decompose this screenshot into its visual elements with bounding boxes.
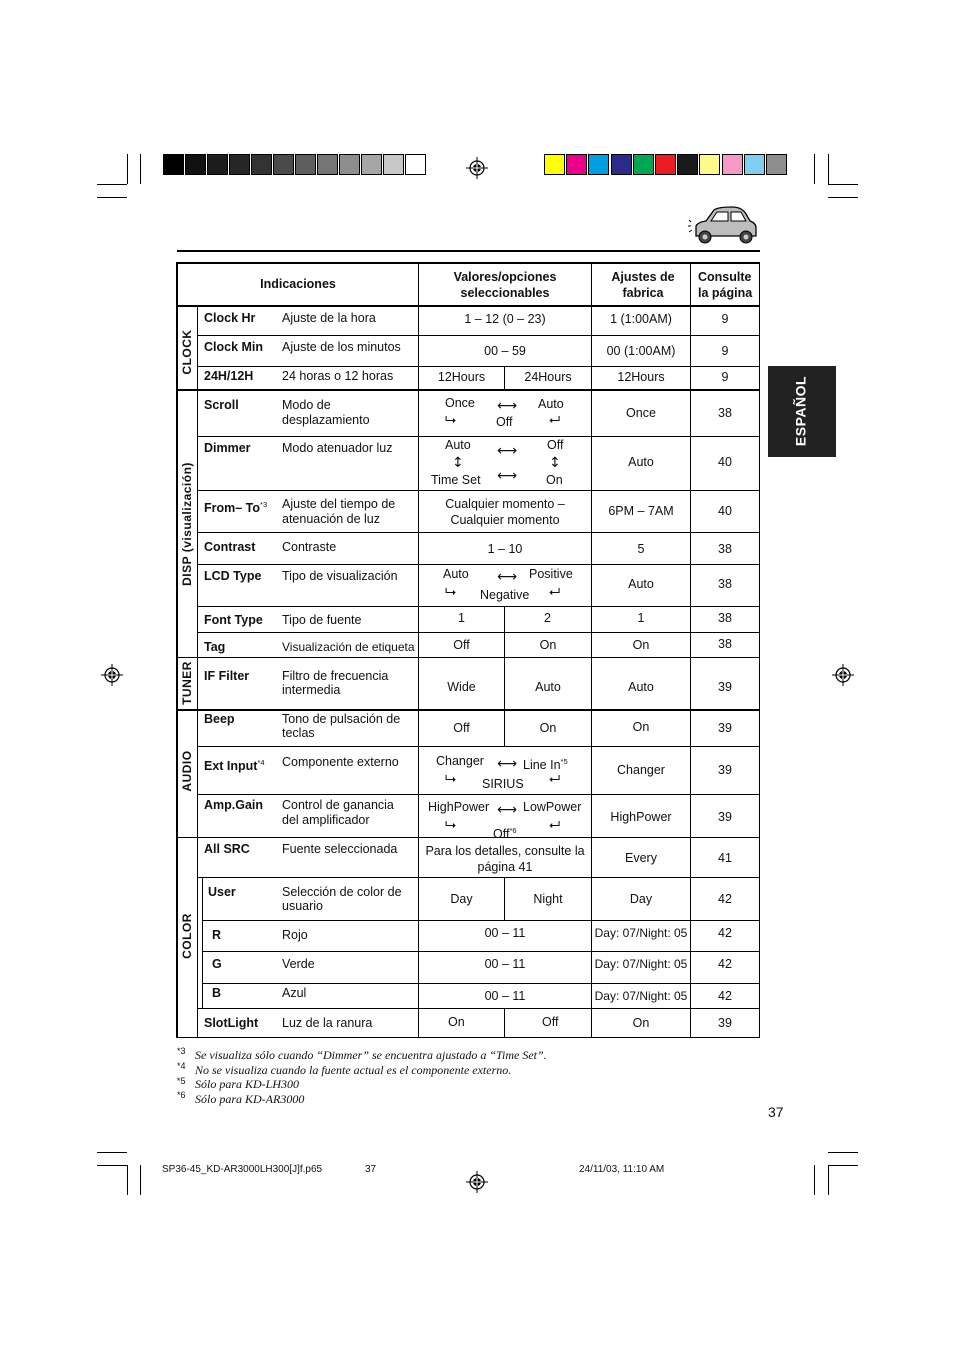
row-page: 38	[718, 577, 732, 591]
row-desc: Modo atenuador luz	[282, 441, 393, 455]
crop-mark	[97, 1152, 127, 1153]
registration-mark-icon	[101, 664, 123, 686]
row-factory: Day: 07/Night: 05	[594, 957, 688, 971]
color-swatch	[722, 154, 743, 175]
option: Negative	[480, 588, 530, 602]
row-factory: Every	[625, 851, 657, 865]
color-swatch	[611, 154, 632, 175]
double-arrow-icon: ⟷	[497, 468, 518, 484]
option: Off	[496, 415, 513, 429]
row-name: Dimmer	[204, 441, 251, 455]
row-desc: Contraste	[282, 540, 337, 554]
row-page: 9	[721, 312, 729, 326]
row-factory: Changer	[617, 763, 665, 777]
row-page: 39	[718, 1016, 732, 1030]
row-value: Off	[453, 721, 470, 735]
col-line	[197, 306, 198, 1037]
color-swatch	[699, 154, 720, 175]
crop-mark	[140, 154, 141, 184]
row-page: 38	[718, 611, 732, 625]
row-value: 00 – 11	[484, 926, 526, 940]
option: Auto	[445, 438, 471, 452]
color-swatch	[633, 154, 654, 175]
footnote-text: No se visualiza cuando la fuente actual es el componente externo.	[195, 1063, 512, 1077]
row-desc: Modo de desplazamiento	[282, 398, 370, 427]
table-border	[177, 262, 760, 264]
row-value: 1	[458, 611, 465, 625]
registration-mark-icon	[832, 664, 854, 686]
col-line	[202, 877, 203, 1008]
footer-page: 37	[365, 1164, 377, 1175]
row-line	[197, 1008, 760, 1009]
col-line	[504, 1008, 505, 1037]
crop-mark	[97, 197, 127, 198]
crop-mark	[828, 1152, 858, 1153]
crop-mark	[140, 1165, 141, 1195]
row-factory: On	[632, 720, 650, 734]
row-value: Para los detalles, consulte la página 41	[425, 844, 585, 874]
row-value: Cualquier momento – Cualquier momento	[445, 497, 565, 527]
language-tab-label: ESPAÑOL	[792, 375, 809, 447]
gray-swatch	[207, 154, 228, 175]
option-text: Line In	[523, 758, 561, 773]
row-value: 12Hours	[437, 370, 486, 384]
row-line	[197, 366, 760, 367]
row-line	[177, 837, 760, 838]
footnote-ref: *4	[257, 758, 265, 767]
page-number: 37	[768, 1104, 784, 1120]
row-line	[197, 606, 760, 607]
row-name: Beep	[204, 712, 235, 726]
row-value: On	[539, 638, 557, 652]
row-line	[197, 746, 760, 747]
header-valores: Valores/opciones seleccionables	[453, 270, 557, 300]
row-factory: 5	[637, 542, 645, 556]
table-border	[759, 262, 760, 1038]
row-page: 39	[718, 721, 732, 735]
option: Changer	[436, 754, 484, 768]
option: SIRIUS	[482, 777, 524, 791]
row-value: Wide	[447, 680, 476, 694]
row-desc: Selección de color de usuario	[282, 885, 402, 913]
row-desc: Ajuste del tiempo de atenuación de luz	[282, 497, 396, 526]
row-line	[197, 877, 760, 878]
row-desc: 24 horas o 12 horas	[282, 369, 394, 383]
double-arrow-icon: ⟷	[497, 569, 518, 585]
row-desc: Visualización de etiqueta	[282, 640, 415, 654]
row-value: Auto	[535, 680, 561, 694]
row-line	[202, 983, 760, 984]
gray-swatch	[405, 154, 426, 175]
row-line	[202, 951, 760, 952]
option	[493, 823, 517, 842]
row-value: 00 – 59	[484, 344, 526, 358]
row-name-text: Ext Input	[204, 759, 258, 774]
option: HighPower	[428, 800, 490, 814]
row-line	[197, 436, 760, 437]
row-name: All SRC	[204, 842, 250, 856]
return-arrow-icon: ⮠	[549, 584, 561, 600]
row-line	[177, 305, 760, 307]
gray-swatch	[383, 154, 404, 175]
row-page: 40	[718, 455, 732, 469]
row-name: R	[212, 928, 222, 942]
row-page: 40	[718, 504, 732, 518]
row-desc: Ajuste de los minutos	[282, 340, 401, 354]
gray-swatch	[163, 154, 184, 175]
double-arrow-icon: ⟷	[497, 756, 518, 772]
group-audio: AUDIO	[180, 750, 194, 792]
row-line	[177, 389, 760, 391]
gray-swatch	[317, 154, 338, 175]
car-icon	[688, 202, 760, 246]
row-value: Day	[450, 892, 473, 906]
crop-mark	[127, 154, 128, 184]
row-name: LCD Type	[204, 569, 262, 583]
row-name: G	[212, 957, 222, 971]
gray-swatch	[339, 154, 360, 175]
row-page: 39	[718, 680, 732, 694]
option: Time Set	[431, 473, 481, 487]
row-value: 1 – 10	[487, 542, 523, 556]
row-name	[204, 497, 267, 516]
row-line	[177, 657, 760, 658]
option-text: Off	[493, 827, 510, 842]
footnote-mark: *6	[177, 1090, 186, 1100]
gray-swatch	[251, 154, 272, 175]
header-ajustes: Ajustes de fabrica	[611, 270, 675, 300]
row-name-text: From– To	[204, 501, 261, 516]
footnote-text: Sólo para KD-LH300	[195, 1077, 300, 1091]
row-line	[197, 335, 760, 336]
row-desc: Tono de pulsación de teclas	[282, 712, 401, 740]
color-swatch	[566, 154, 587, 175]
row-value: 00 – 11	[484, 957, 526, 971]
row-factory: On	[632, 1016, 650, 1030]
row-line	[177, 709, 760, 711]
crop-mark	[828, 184, 858, 185]
updown-arrow-icon: ↕	[549, 455, 561, 471]
row-line	[197, 532, 760, 533]
row-desc: Control de ganancia del amplificador	[282, 798, 394, 827]
row-name: Clock Hr	[204, 311, 256, 325]
updown-arrow-icon: ↕	[452, 455, 464, 471]
return-arrow-icon: ⮠	[549, 412, 561, 428]
row-factory: 1	[637, 611, 645, 625]
return-arrow-icon: ⮡	[445, 771, 457, 787]
double-arrow-icon: ⟷	[497, 443, 518, 459]
return-arrow-icon: ⮡	[445, 817, 457, 833]
footnote-ref: *5	[560, 757, 568, 766]
row-line	[197, 564, 760, 565]
group-color: COLOR	[180, 913, 194, 959]
row-factory: Auto	[628, 680, 654, 694]
crop-mark	[97, 184, 127, 185]
table-border	[177, 1037, 760, 1038]
option: Auto	[443, 567, 469, 581]
row-name: Font Type	[204, 613, 263, 627]
row-name: SlotLight	[204, 1016, 259, 1030]
footnote-ref: *3	[260, 500, 268, 509]
row-line	[197, 490, 760, 491]
group-disp: DISP (visualización)	[180, 462, 194, 586]
row-desc: Filtro de frecuencia intermedia	[282, 669, 389, 697]
row-name: Contrast	[204, 540, 256, 554]
footnote-ref: *6	[509, 826, 517, 835]
return-arrow-icon: ⮠	[549, 817, 561, 833]
gray-swatch	[295, 154, 316, 175]
row-page: 39	[718, 810, 732, 824]
row-name: B	[212, 986, 222, 1000]
footer-timestamp: 24/11/03, 11:10 AM	[579, 1164, 665, 1175]
row-page: 39	[718, 763, 732, 777]
row-line	[197, 632, 760, 633]
group-clock: CLOCK	[180, 329, 194, 375]
row-value: Off	[453, 638, 470, 652]
row-factory: HighPower	[610, 810, 672, 824]
gray-swatch	[229, 154, 250, 175]
table-border	[176, 262, 178, 1038]
row-page: 42	[718, 989, 732, 1003]
row-desc: Tipo de fuente	[282, 613, 362, 627]
footer-file: SP36-45_KD-AR3000LH300[J]f.p65	[162, 1164, 323, 1175]
double-arrow-icon: ⟷	[497, 398, 518, 414]
row-value: 24Hours	[524, 370, 572, 384]
row-value: 2	[544, 611, 551, 625]
option: Once	[445, 396, 475, 410]
option: LowPower	[523, 800, 582, 814]
row-page: 9	[721, 370, 729, 384]
row-name: 24H/12H	[204, 369, 254, 383]
row-page: 9	[721, 344, 729, 358]
crop-mark	[97, 1165, 127, 1166]
row-value: On	[448, 1015, 465, 1029]
row-factory: Day: 07/Night: 05	[594, 926, 688, 940]
return-arrow-icon: ⮡	[445, 412, 457, 428]
row-name: Amp.Gain	[204, 798, 264, 812]
option	[523, 754, 568, 773]
row-page: 38	[718, 637, 732, 651]
row-desc: Rojo	[282, 928, 308, 942]
header-consulte: Consulte la página	[698, 270, 753, 300]
crop-mark	[814, 1165, 815, 1195]
color-swatch	[766, 154, 787, 175]
return-arrow-icon: ⮡	[445, 584, 457, 600]
row-factory: 1 (1:00AM)	[610, 312, 672, 326]
row-desc: Luz de la ranura	[282, 1016, 373, 1030]
row-desc: Azul	[282, 986, 307, 1000]
row-name: IF Filter	[204, 669, 250, 683]
color-swatch	[677, 154, 698, 175]
gray-swatch	[273, 154, 294, 175]
row-value: On	[539, 721, 557, 735]
language-tab	[768, 366, 836, 457]
registration-mark-icon	[466, 157, 488, 179]
footnote-text: Sólo para KD-AR3000	[195, 1092, 305, 1106]
row-factory: Day: 07/Night: 05	[594, 989, 688, 1003]
row-value: 1 – 12 (0 – 23)	[464, 312, 546, 326]
row-page: 42	[718, 957, 732, 971]
row-line	[202, 920, 760, 921]
color-swatch	[588, 154, 609, 175]
row-desc: Ajuste de la hora	[282, 311, 376, 325]
crop-mark	[828, 197, 858, 198]
row-name: Clock Min	[204, 340, 264, 354]
row-name: Tag	[204, 640, 226, 654]
row-page: 38	[718, 406, 732, 420]
row-factory: 12Hours	[617, 370, 665, 384]
row-desc: Tipo de visualización	[282, 569, 398, 583]
footnote-mark: *4	[177, 1061, 186, 1071]
crop-mark	[828, 154, 829, 184]
option: Positive	[529, 567, 573, 581]
row-value: 00 – 11	[484, 989, 526, 1003]
row-factory: On	[632, 638, 650, 652]
gray-swatch	[185, 154, 206, 175]
option: Off	[547, 438, 564, 452]
crop-mark	[127, 1165, 128, 1195]
group-tuner: TUNER	[180, 661, 194, 705]
crop-mark	[828, 1165, 829, 1195]
option: Auto	[538, 397, 564, 411]
registration-mark-icon	[466, 1171, 488, 1193]
row-desc: Verde	[282, 957, 315, 971]
row-desc: Fuente seleccionada	[282, 842, 398, 856]
row-name	[204, 755, 265, 774]
row-name: Scroll	[204, 398, 239, 412]
color-swatch	[744, 154, 765, 175]
row-page: 38	[718, 542, 732, 556]
row-page: 42	[718, 892, 732, 906]
row-page: 42	[718, 926, 732, 940]
return-arrow-icon: ⮠	[549, 771, 561, 787]
crop-mark	[814, 154, 815, 184]
row-factory: Once	[626, 406, 656, 420]
double-arrow-icon: ⟷	[497, 802, 518, 818]
crop-mark	[828, 1165, 858, 1166]
row-page: 41	[718, 851, 732, 865]
header-rule	[177, 250, 760, 252]
row-desc: Componente externo	[282, 755, 399, 769]
color-swatch	[544, 154, 565, 175]
row-value: Off	[542, 1015, 559, 1029]
gray-swatch	[361, 154, 382, 175]
row-line	[197, 794, 760, 795]
footnote-mark: *5	[177, 1076, 186, 1086]
row-name: User	[208, 885, 236, 899]
color-swatch	[655, 154, 676, 175]
option: On	[546, 473, 563, 487]
row-factory: 6PM – 7AM	[608, 504, 674, 518]
footnote-text: Se visualiza sólo cuando “Dimmer” se encuentra ajustado a “Time Set”.	[195, 1048, 547, 1062]
footnote-mark: *3	[177, 1046, 186, 1056]
row-factory: Day	[629, 892, 653, 906]
row-factory: Auto	[628, 577, 654, 591]
row-factory: Auto	[628, 455, 654, 469]
row-value: Night	[533, 892, 563, 906]
header-indicaciones: Indicaciones	[260, 277, 336, 291]
row-factory: 00 (1:00AM)	[606, 344, 676, 358]
